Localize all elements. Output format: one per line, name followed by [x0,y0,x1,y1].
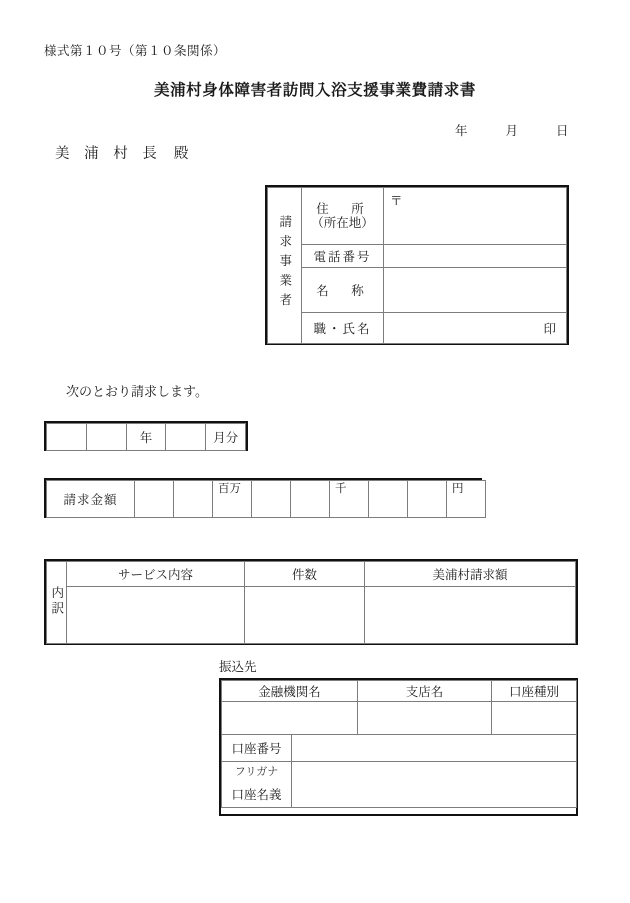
postal-code-icon: 〒 [390,193,403,208]
bank-col-institution: 金融機関名 [222,681,358,702]
table-row [222,762,577,808]
date-year-label: 年 [455,123,468,138]
amount-table [44,478,482,518]
bank-furigana-label: フリガナ [234,765,279,778]
period-cell-year-label: 年 [126,424,166,451]
bank-account-name-field[interactable] [292,762,577,808]
table-row [47,481,486,518]
breakdown-col-service: サービス内容 [67,562,245,587]
form-number-label: 様式第１０号（第１０条関係） [44,43,227,58]
claimant-address-field[interactable] [384,188,567,245]
claimant-table [265,185,569,345]
amount-digit-cell-7[interactable] [369,481,408,518]
claimant-name-label: 名 称 [302,268,384,313]
claimant-vertical-label-text: 請求事業者 [277,215,293,313]
breakdown-vertical-label [47,562,67,644]
table-row [268,313,567,344]
claimant-address-label-line1: 住 所 [316,200,369,216]
amount-digit-cell-4[interactable] [252,481,291,518]
period-cell-month-value[interactable] [166,424,206,451]
breakdown-cell-amount[interactable] [365,587,576,644]
period-cell-month-label: 月分 [206,424,246,451]
table-row [268,188,567,245]
breakdown-cell-service[interactable] [67,587,245,644]
amount-label: 請求金額 [47,481,135,518]
claimant-name-field[interactable] [384,268,567,313]
date-day-label: 日 [555,123,569,138]
amount-unit-thousand: 千 [335,481,347,495]
bank-field-branch[interactable] [358,702,492,735]
bank-account-name-label: 口座名義 [231,786,282,802]
amount-digit-cell-1[interactable] [135,481,174,518]
table-row [222,702,577,735]
claimant-title-name-field[interactable] [384,313,567,344]
amount-unit-million: 百万 [218,481,241,495]
bank-field-account-type[interactable] [492,702,577,735]
breakdown-col-count: 件数 [245,562,365,587]
claimant-phone-label: 電話番号 [302,245,384,268]
table-row [268,245,567,268]
breakdown-table [44,559,578,645]
bank-col-account-type: 口座種別 [492,681,577,702]
claimant-address-label-line2: （所在地） [311,215,374,230]
table-row [47,562,576,587]
table-row [47,424,246,451]
page-title: 美浦村身体障害者訪問入浴支援事業費請求書 [153,80,476,99]
table-row [222,681,577,702]
amount-digit-cell-8[interactable] [408,481,447,518]
breakdown-cell-count[interactable] [245,587,365,644]
bank-account-name-label-group [222,762,292,808]
date-line [455,121,568,139]
amount-unit-yen: 円 [452,481,464,495]
transfer-section-label: 振込先 [219,659,257,674]
addressee-name: 美 浦 村 長 [55,146,162,162]
period-cell-era[interactable] [47,424,87,451]
claimant-phone-field[interactable] [384,245,567,268]
seal-icon: 印 [543,321,556,336]
amount-digit-cell-5[interactable] [291,481,330,518]
bank-account-number-field[interactable] [292,735,577,762]
bank-account-number-label: 口座番号 [222,735,292,762]
amount-digit-cell-2[interactable] [174,481,213,518]
table-row [47,587,576,644]
breakdown-vertical-label-text: 内訳 [49,585,65,617]
claimant-address-label [302,188,384,245]
period-cell-year-value[interactable] [86,424,126,451]
date-month-label: 月 [505,123,518,138]
amount-digit-cell-9[interactable] [447,481,486,518]
period-table [44,421,248,451]
amount-digit-cell-6[interactable] [330,481,369,518]
table-row [222,735,577,762]
table-row [268,268,567,313]
amount-digit-cell-3[interactable] [213,481,252,518]
addressee-honorific: 殿 [173,146,189,162]
bank-field-institution[interactable] [222,702,358,735]
addressee-line [55,142,188,163]
claimant-title-name-label: 職・氏名 [302,313,384,344]
bank-col-branch: 支店名 [358,681,492,702]
bank-table [219,678,578,816]
claimant-vertical-label [268,188,302,344]
breakdown-col-amount: 美浦村請求額 [365,562,576,587]
claim-statement: 次のとおり請求します。 [66,385,208,400]
